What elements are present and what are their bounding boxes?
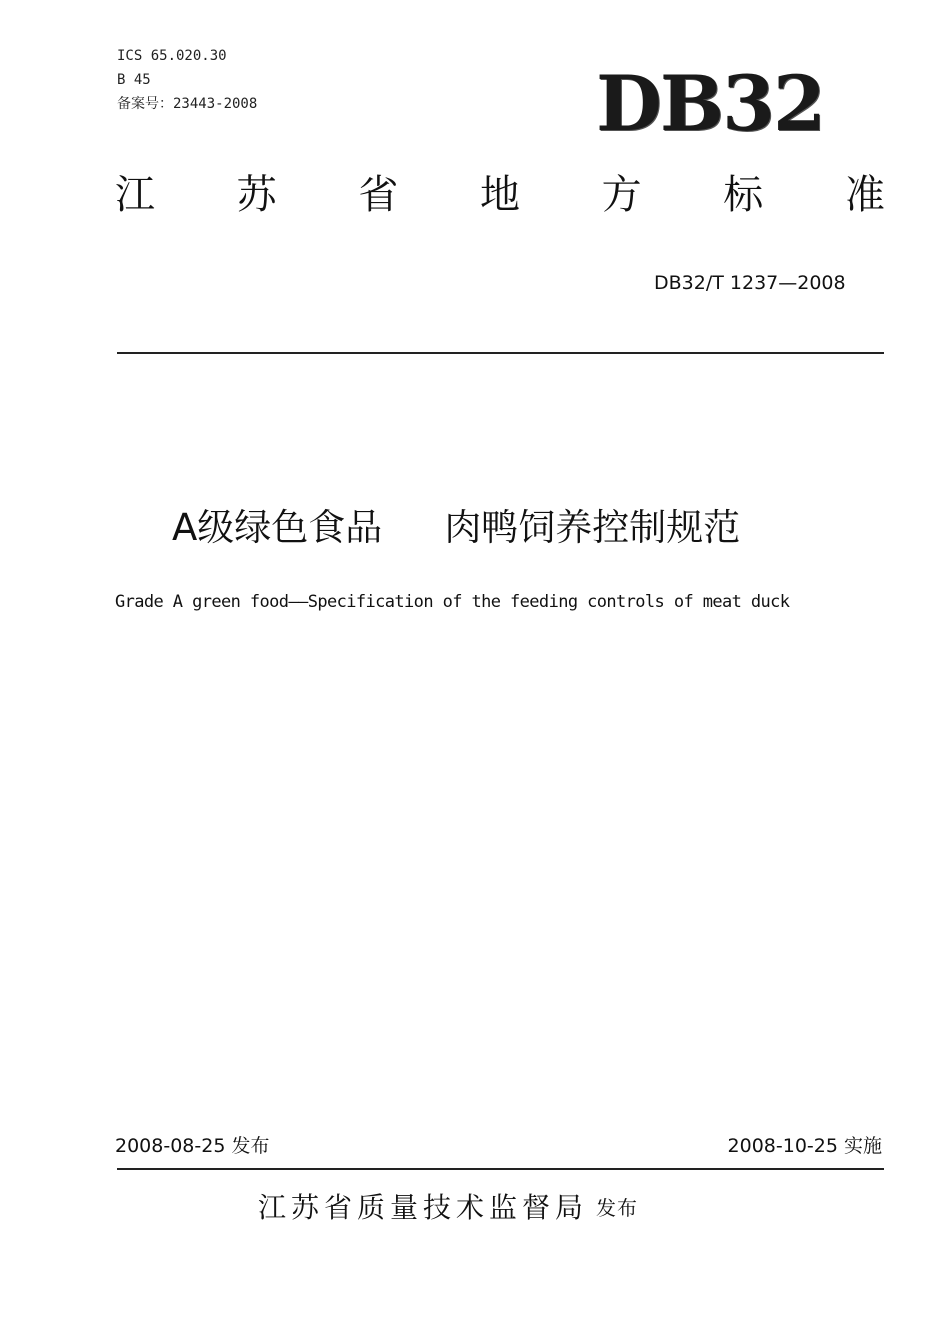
publisher-suffix: 发布	[596, 1196, 639, 1220]
standard-type-char: 江	[115, 172, 155, 218]
classification-block	[117, 44, 257, 116]
standard-type-char: 标	[723, 172, 764, 218]
title-chinese-part2: 肉鸭饲养控制规范	[444, 506, 741, 549]
publisher-name: 江苏省质量技术监督局	[258, 1191, 589, 1224]
standard-type-char: 地	[479, 172, 520, 218]
standard-type-char: 方	[601, 172, 642, 218]
bottom-divider	[117, 1168, 884, 1170]
standard-code: DB32/T 1237—2008	[654, 272, 846, 294]
ics-code: ICS 65.020.30	[117, 48, 227, 64]
standard-type-char: 苏	[236, 172, 277, 218]
standard-type-heading	[115, 170, 885, 220]
top-divider	[117, 352, 884, 354]
db32-logo: DB32	[596, 59, 824, 148]
issue-date: 2008-08-25 发布	[115, 1135, 270, 1157]
publisher-line	[258, 1188, 638, 1228]
title-english: Grade A green food——Specification of the feeding controls of meat duck	[115, 592, 790, 612]
ccs-code: B 45	[117, 72, 151, 88]
title-chinese-part1: A级绿色食品	[172, 506, 383, 549]
standard-type-char: 准	[844, 172, 885, 218]
title-chinese	[172, 502, 740, 554]
standard-type-char: 省	[358, 172, 399, 218]
record-number: 备案号：23443-2008	[117, 96, 258, 112]
implementation-date: 2008-10-25 实施	[727, 1135, 882, 1157]
